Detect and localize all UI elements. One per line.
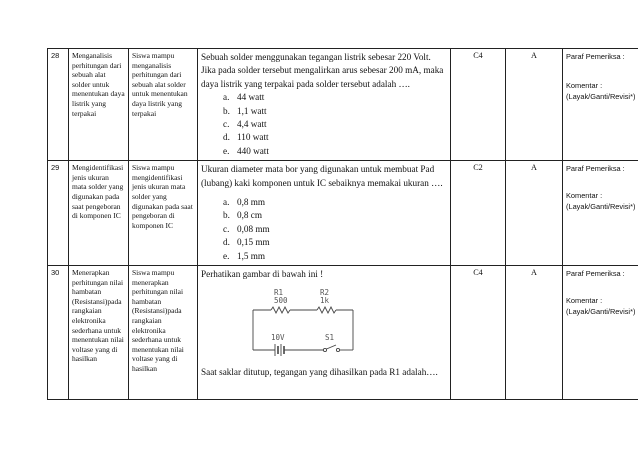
objective-text: Siswa mampu menganalisis perhitungan dari sebuah alat solder untuk menentukan daya listrik yang terpakai xyxy=(129,49,198,161)
question-number: 29 xyxy=(48,161,69,266)
switch-symbol xyxy=(323,345,339,352)
question-cell xyxy=(198,161,451,266)
battery-symbol xyxy=(275,344,284,356)
reviewer-cell xyxy=(563,266,638,400)
comment-label: Komentar : xyxy=(566,191,603,201)
question-cell xyxy=(198,49,451,161)
battery-label: 10V xyxy=(271,332,285,342)
resistor-r1-value: 500 xyxy=(274,295,288,305)
answer-option: b. 0,8 cm xyxy=(223,210,263,221)
circuit-diagram xyxy=(249,288,359,362)
question-text: Sebuah solder menggunakan tegangan listrik sebesar 220 Volt. Jika pada solder tersebut mengalirkan arus sebesar 200 mA, maka daya listrik yang terpakai pada solder tersebut adalah …. xyxy=(201,52,444,89)
table-row xyxy=(48,49,638,161)
reviewer-signature-label: Paraf Pemeriksa : xyxy=(566,52,625,61)
question-footer-text: Saat saklar ditutup, tegangan yang dihasilkan pada R1 adalah…. xyxy=(201,366,438,377)
answer-option: e. 1,5 mm xyxy=(223,250,266,261)
cognitive-level: C2 xyxy=(451,161,506,266)
question-table xyxy=(47,48,638,400)
question-text: Ukuran diameter mata bor yang digunakan untuk membuat Pad (lubang) kaki komponen untuk IC sebaiknya memakai ukuran …. xyxy=(201,164,443,188)
resistor-r2-value: 1k xyxy=(320,295,330,305)
comment-options: (Layak/Ganti/Revisi*) xyxy=(566,307,636,317)
answer-option: a. 44 watt xyxy=(223,92,265,103)
switch-label: S1 xyxy=(325,332,335,342)
cognitive-level: C4 xyxy=(451,266,506,400)
question-text: Perhatikan gambar di bawah ini ! xyxy=(201,269,324,280)
objective-text: Siswa mampu mengidentifikasi jenis ukuran mata solder yang digunakan pada saat pengeboran di komponen IC xyxy=(129,161,198,266)
reviewer-signature-label: Paraf Pemeriksa : xyxy=(566,269,625,279)
indicator-text: Menganalisis perhitungan dari sebuah alat solder untuk menentukan daya listrik yang terpakai xyxy=(69,49,129,161)
answer-option: c. 4,4 watt xyxy=(223,119,267,130)
question-cell xyxy=(198,266,451,400)
indicator-text: Mengidentifikasi jenis ukuran mata solder yang digunakan pada saat pengeboran di komponen IC xyxy=(69,161,129,266)
reviewer-cell xyxy=(563,161,638,266)
resistor-r2-label: R2 xyxy=(320,287,330,297)
comment-options: (Layak/Ganti/Revisi*) xyxy=(566,92,636,101)
indicator-text: Menerapkan perhitungan nilai hambatan (Resistansi)pada rangkaian elektronika sederhana untuk menentukan nilai voltase yang di hasilkan xyxy=(69,266,129,400)
answer-key: A xyxy=(506,49,563,161)
answer-option: b. 1,1 watt xyxy=(223,105,267,116)
reviewer-signature-label: Paraf Pemeriksa : xyxy=(566,164,625,174)
answer-option: c. 0,08 mm xyxy=(223,223,270,234)
answer-key: A xyxy=(506,161,563,266)
answer-options xyxy=(201,196,447,263)
answer-option: a. 0,8 mm xyxy=(223,197,266,208)
answer-options xyxy=(201,91,447,158)
comment-label: Komentar : xyxy=(566,296,603,306)
resistor-r1-symbol xyxy=(271,307,290,313)
table-row xyxy=(48,161,638,266)
comment-options: (Layak/Ganti/Revisi*) xyxy=(566,202,636,212)
table-row xyxy=(48,266,638,400)
resistor-r1-label: R1 xyxy=(274,287,284,297)
answer-option: e. 440 watt xyxy=(223,145,269,156)
answer-key: A xyxy=(506,266,563,400)
question-number: 30 xyxy=(48,266,69,400)
answer-option: d. 0,15 mm xyxy=(223,237,270,248)
answer-option: d. 110 watt xyxy=(223,132,269,143)
resistor-r2-symbol xyxy=(317,307,336,313)
comment-label: Komentar : xyxy=(566,81,603,90)
question-number: 28 xyxy=(48,49,69,161)
objective-text: Siswa mampu menerapkan perhitungan nilai hambatan (Resistansi)pada rangkaian elektronika sederhana untuk menentukan nilai voltase yang di hasilkan xyxy=(129,266,198,400)
reviewer-cell xyxy=(563,49,638,161)
cognitive-level: C4 xyxy=(451,49,506,161)
